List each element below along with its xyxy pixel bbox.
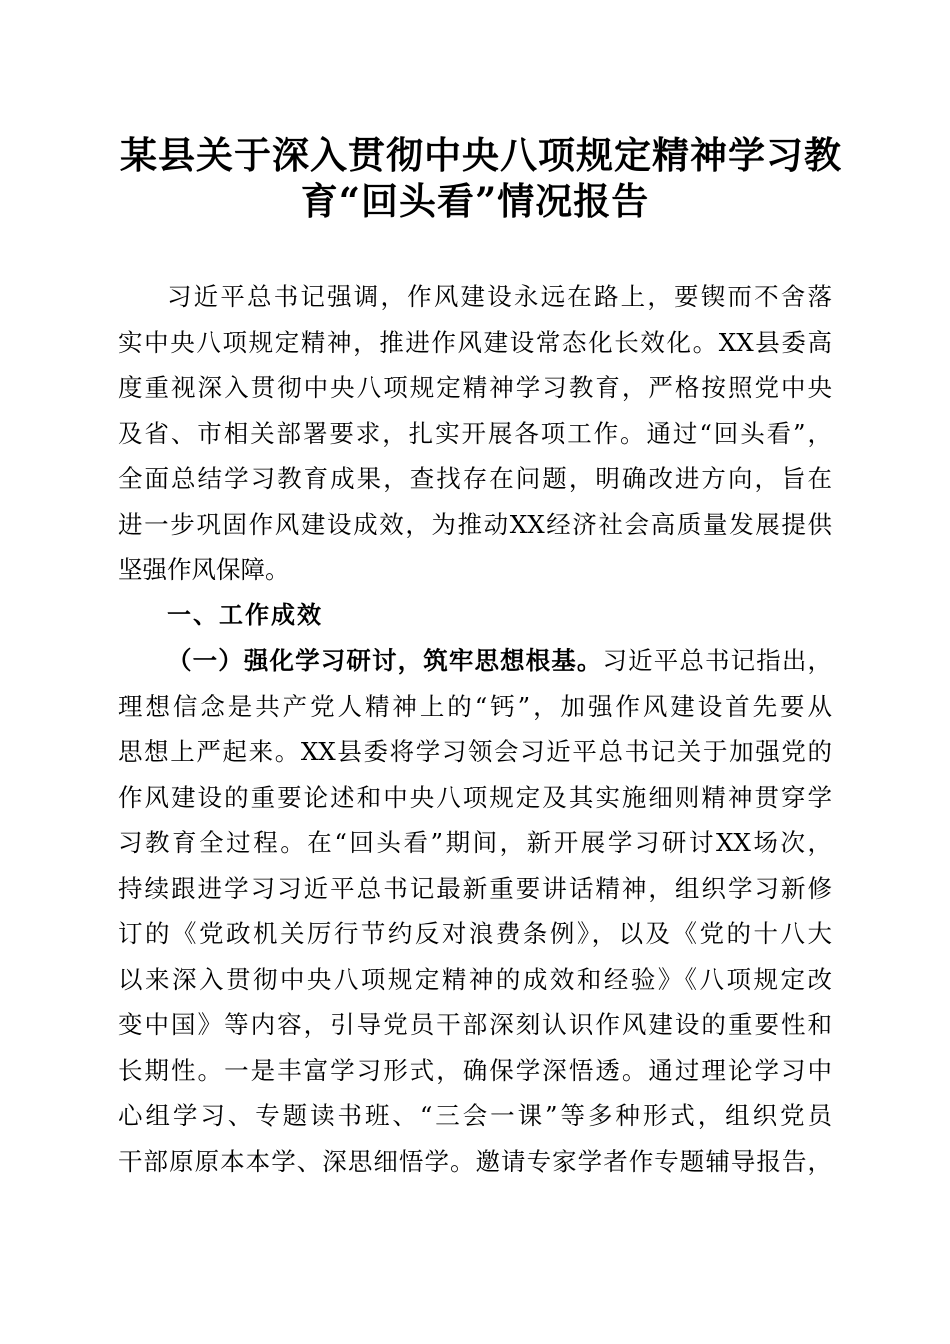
subsection-line: 持续跟进学习习近平总书记最新重要讲话精神，组织学习新修 <box>118 873 832 903</box>
intro-line: 度重视深入贯彻中央八项规定精神学习教育，严格按照党中央 <box>118 373 832 402</box>
intro-line: 及省、市相关部署要求，扎实开展各项工作。通过“回头看”， <box>118 418 832 448</box>
subsection-line: 理想信念是共产党人精神上的“钙”，加强作风建设首先要从 <box>118 691 832 721</box>
subsection-line: 以来深入贯彻中央八项规定精神的成效和经验》《八项规定改 <box>118 964 832 994</box>
subsection-1-first-line <box>118 638 832 684</box>
intro-line: 进一步巩固作风建设成效，为推动XX经济社会高质量发展提供 <box>118 509 832 539</box>
intro-line: 坚强作风保障。 <box>118 555 290 584</box>
intro-line: 实中央八项规定精神，推进作风建设常态化长效化。XX县委高 <box>118 327 832 357</box>
section-heading-1: 一、工作成效 <box>167 600 323 629</box>
intro-line: 全面总结学习教育成果，查找存在问题，明确改进方向，旨在 <box>118 464 832 493</box>
title-line-2: 育“回头看”情况报告 <box>300 179 650 223</box>
subsection-line: 变中国》等内容，引导党员干部深刻认识作风建设的重要性和 <box>118 1010 832 1039</box>
intro-line: 习近平总书记强调，作风建设永远在路上，要锲而不舍落 <box>167 282 832 311</box>
subsection-line: 干部原原本本学、深思细悟学。邀请专家学者作专题辅导报告， <box>118 1146 832 1176</box>
document-title <box>120 132 842 224</box>
document-body <box>118 274 832 1184</box>
title-line-1: 某县关于深入贯彻中央八项规定精神学习教 <box>120 133 842 177</box>
subsection-line: 长期性。一是丰富学习形式，确保学深悟透。通过理论学习中 <box>118 1055 832 1085</box>
subsection-line: 思想上严起来。XX县委将学习领会习近平总书记关于加强党的 <box>118 737 832 766</box>
subsection-line: 作风建设的重要论述和中央八项规定及其实施细则精神贯穿学 <box>118 782 832 812</box>
subsection-1-first-rest: 习近平总书记指出， <box>602 646 833 675</box>
subsection-1-lead: （一）强化学习研讨，筑牢思想根基。 <box>167 646 603 675</box>
subsection-line: 习教育全过程。在“回头看”期间，新开展学习研讨XX场次， <box>118 828 832 857</box>
subsection-line: 订的《党政机关厉行节约反对浪费条例》，以及《党的十八大 <box>118 919 832 948</box>
subsection-line: 心组学习、专题读书班、“三会一课”等多种形式，组织党员 <box>118 1101 832 1130</box>
